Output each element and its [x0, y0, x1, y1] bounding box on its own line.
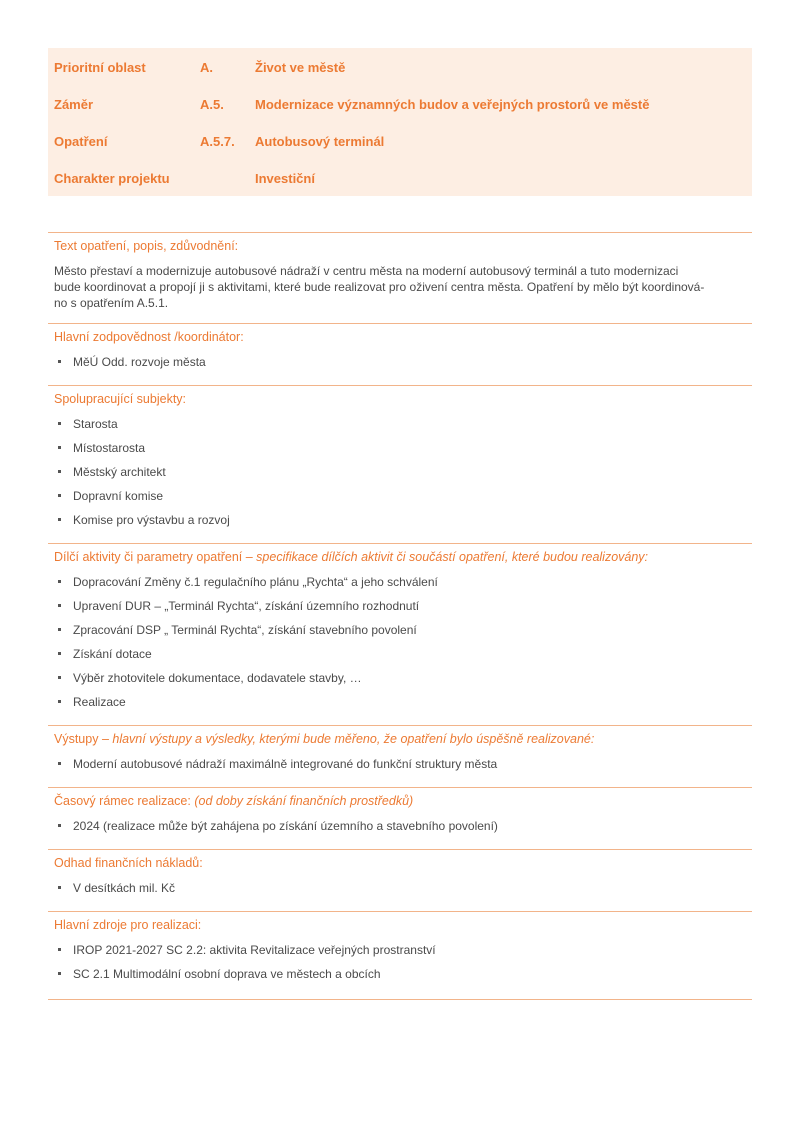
header-label: Záměr [54, 97, 94, 112]
section-title [54, 731, 746, 747]
section-title-italic: (od doby získání finančních prostředků) [194, 794, 414, 808]
sections [48, 232, 752, 1000]
header-value: Život ve městě [255, 60, 346, 75]
list-item: Komise pro výstavbu a rozvoj [54, 512, 746, 528]
section-title-italic: – specifikace dílčích aktivit či součástí opatření, které budou realizovány: [242, 550, 649, 564]
header-row-priority [54, 60, 746, 80]
section-activities [48, 544, 752, 726]
bullet-list [54, 880, 746, 896]
bullet-list [54, 818, 746, 834]
list-item: Výběr zhotovitele dokumentace, dodavatele stavby, … [54, 670, 746, 686]
section-title-main: Výstupy [54, 732, 99, 746]
list-item: Místostarosta [54, 440, 746, 456]
header-label: Opatření [54, 134, 108, 149]
description-line: bude koordinovat a propojí ji s aktivitami, které bude realizovat pro oživení centra města. Opatření by mělo být koordinová- [54, 280, 705, 294]
description-line: Město přestaví a modernizuje autobusové nádraží v centru města na moderní autobusový terminál a tuto modernizaci [54, 264, 679, 278]
bullet-list [54, 574, 746, 710]
section-outputs [48, 726, 752, 788]
section-title: Odhad finančních nákladů: [54, 856, 203, 870]
section-title: Hlavní zdroje pro realizaci: [54, 918, 202, 932]
header-value: Autobusový terminál [255, 134, 385, 149]
header-value: Investiční [255, 171, 315, 186]
list-item: 2024 (realizace může být zahájena po získání územního a stavebního povolení) [54, 818, 746, 834]
bullet-list [54, 756, 746, 772]
list-item: Dopravní komise [54, 488, 746, 504]
header-code: A. [200, 60, 213, 75]
list-item: MěÚ Odd. rozvoje města [54, 354, 746, 370]
list-item: Upravení DUR – „Terminál Rychta“, získání územního rozhodnutí [54, 598, 746, 614]
list-item: Moderní autobusové nádraží maximálně integrované do funkční struktury města [54, 756, 746, 772]
header-value: Modernizace významných budov a veřejných prostorů ve městě [255, 97, 650, 112]
list-item: Získání dotace [54, 646, 746, 662]
section-description [48, 233, 752, 324]
section-title: Spolupracující subjekty: [54, 392, 187, 406]
header-row-measure [54, 134, 746, 154]
section-title: Hlavní zodpovědnost /koordinátor: [54, 330, 244, 344]
section-title [54, 549, 746, 565]
document-page [48, 48, 752, 981]
section-responsibility [48, 324, 752, 386]
list-item: SC 2.1 Multimodální osobní doprava ve městech a obcích [54, 966, 746, 982]
description-text [54, 263, 746, 311]
header-row-character [54, 171, 746, 191]
section-costs [48, 850, 752, 912]
list-item: Realizace [54, 694, 746, 710]
description-line: no s opatřením A.5.1. [54, 296, 169, 310]
section-partners [48, 386, 752, 544]
list-item: Městský architekt [54, 464, 746, 480]
section-title-main: Časový rámec realizace: [54, 794, 195, 808]
header-code: A.5. [200, 97, 224, 112]
list-item: Dopracování Změny č.1 regulačního plánu „Rychta“ a jeho schválení [54, 574, 746, 590]
section-title-main: Dílčí aktivity či parametry opatření [54, 550, 243, 564]
section-title: Text opatření, popis, zdůvodnění: [54, 239, 239, 253]
list-item: Zpracování DSP „ Terminál Rychta“, získání stavebního povolení [54, 622, 746, 638]
section-title [54, 793, 746, 809]
bullet-list [54, 354, 746, 370]
section-timeframe [48, 788, 752, 850]
list-item: Starosta [54, 416, 746, 432]
project-header-box [48, 48, 752, 196]
list-item: IROP 2021-2027 SC 2.2: aktivita Revitalizace veřejných prostranství [54, 942, 746, 958]
bullet-list [54, 942, 746, 982]
list-item: V desítkách mil. Kč [54, 880, 746, 896]
header-code: A.5.7. [200, 134, 235, 149]
section-title-italic: – hlavní výstupy a výsledky, kterými bude měřeno, že opatření bylo úspěšně realizované: [98, 732, 595, 746]
bullet-list [54, 416, 746, 528]
section-sources [48, 912, 752, 1000]
header-label: Prioritní oblast [54, 60, 146, 75]
header-label: Charakter projektu [54, 171, 170, 186]
header-row-intent [54, 97, 746, 117]
